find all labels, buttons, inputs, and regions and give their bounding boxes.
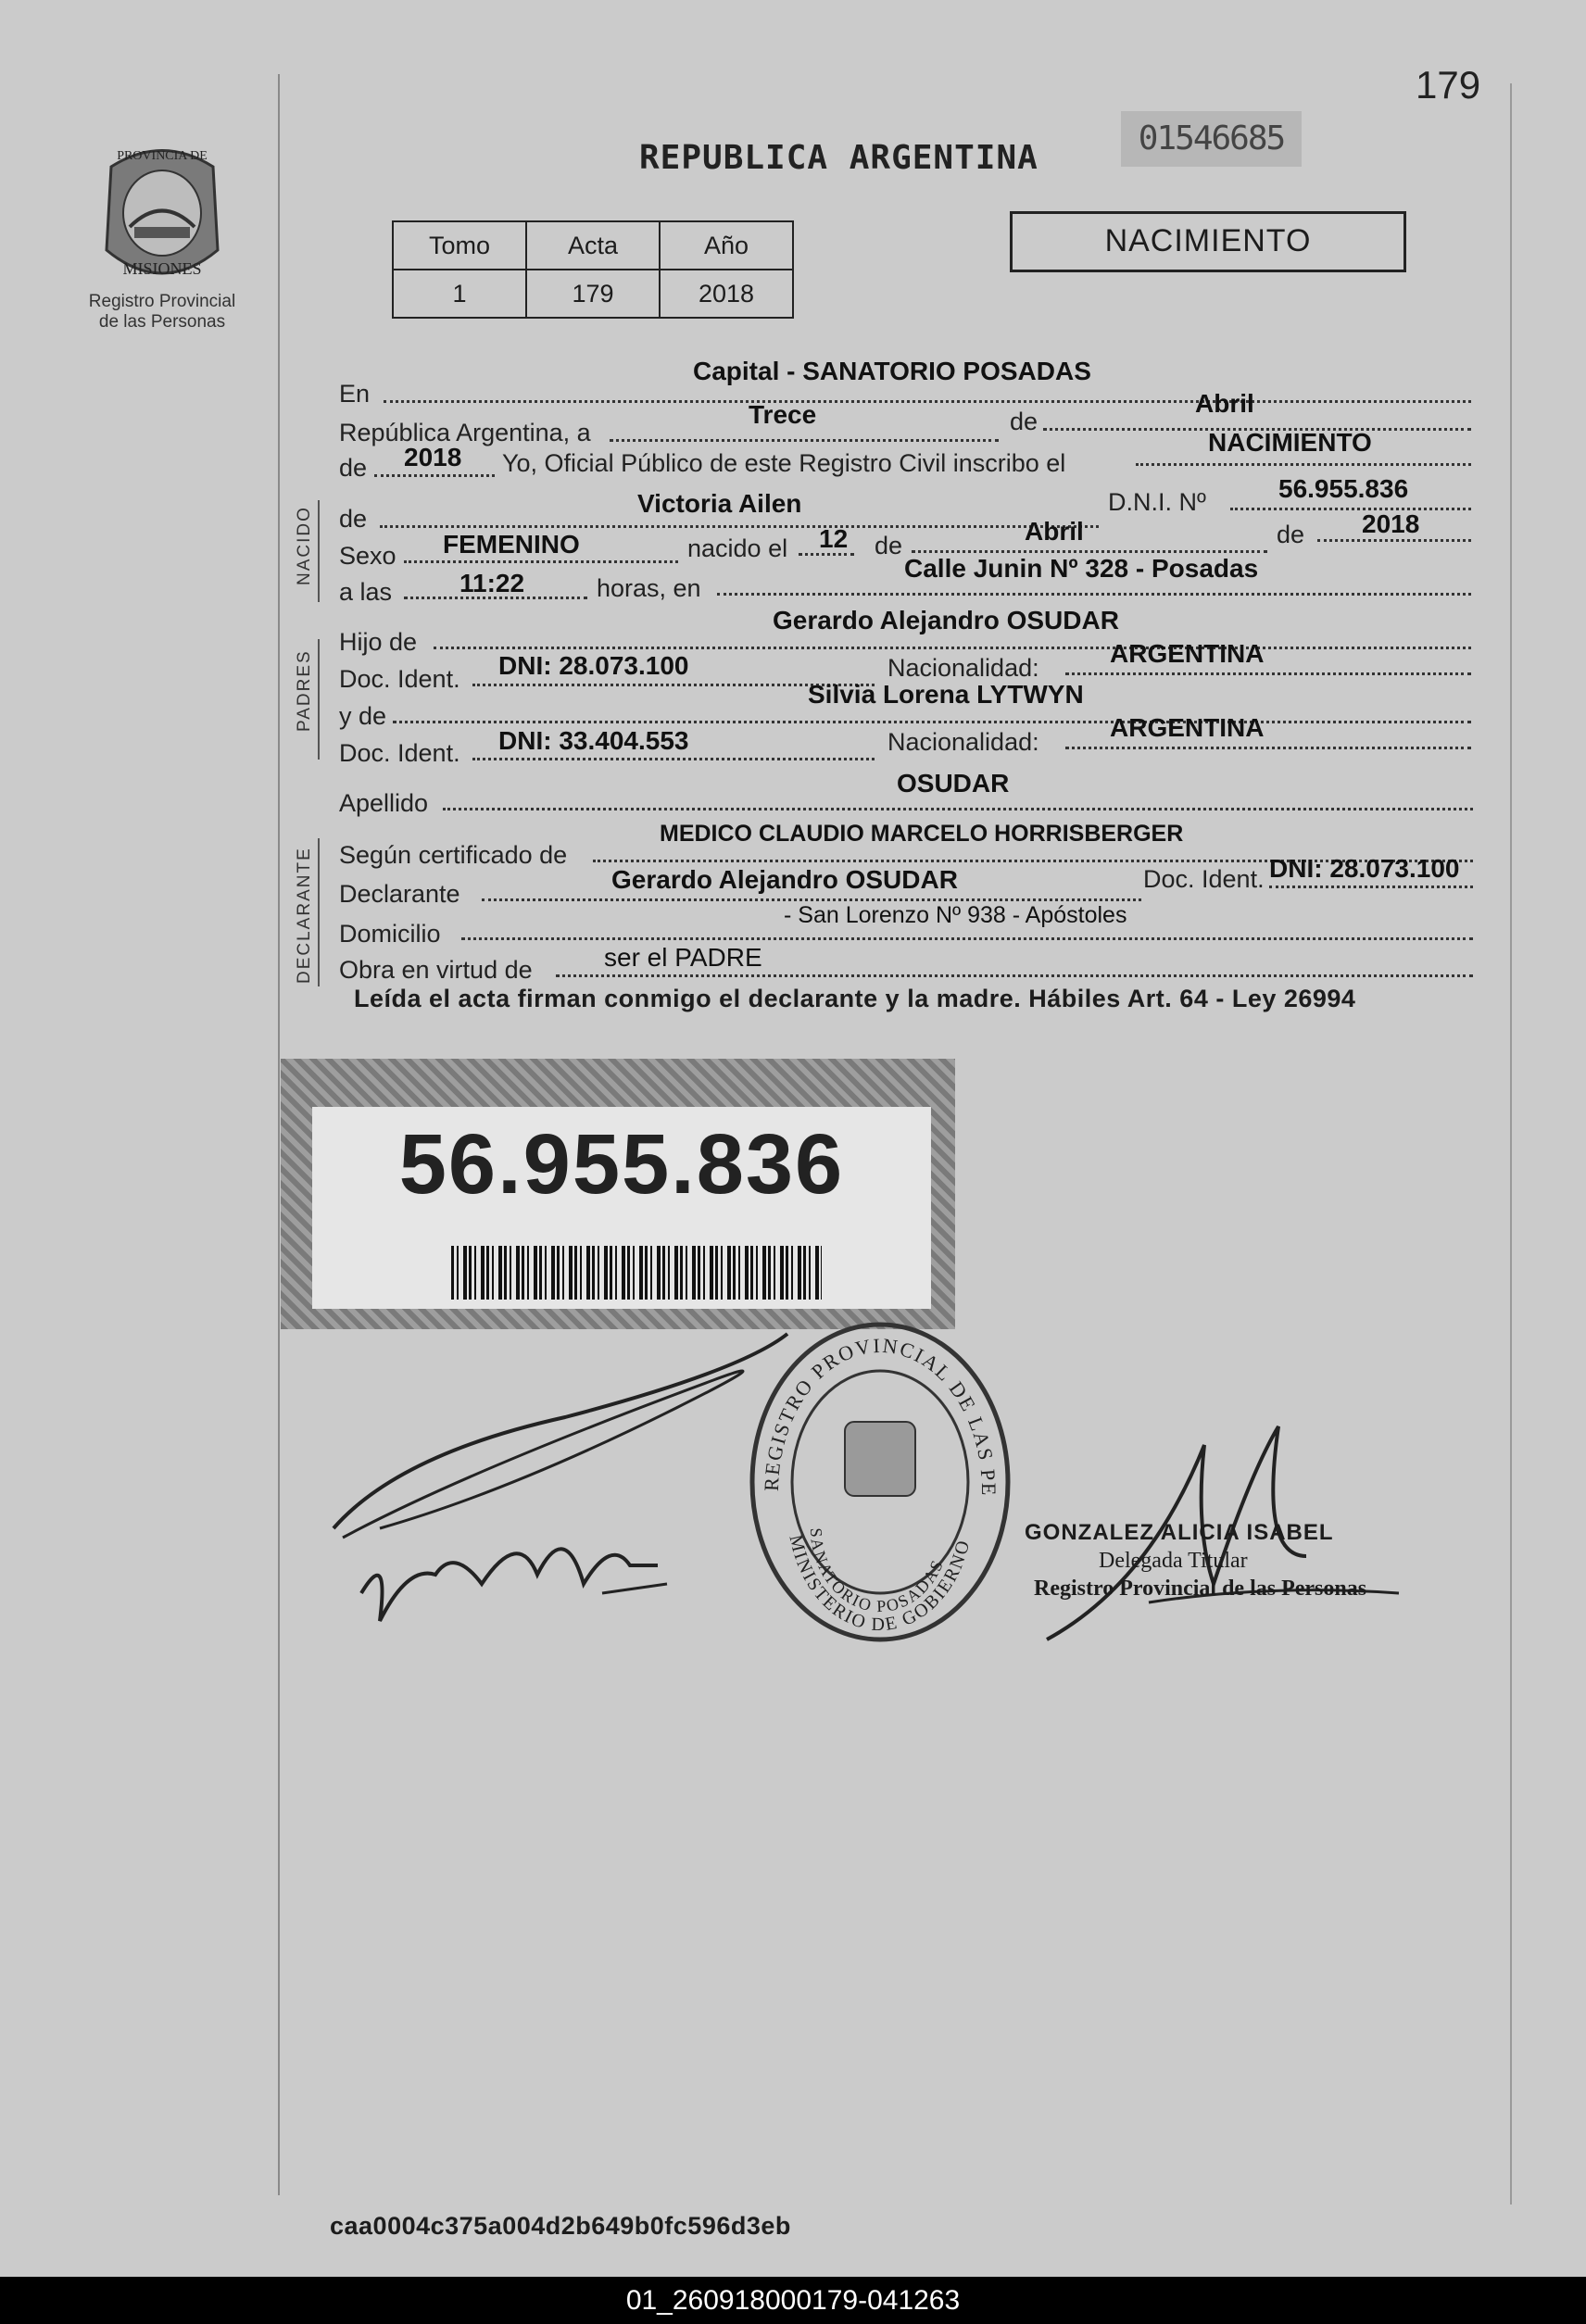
label-sexo: Sexo bbox=[339, 542, 396, 570]
barcode-icon bbox=[451, 1246, 822, 1300]
label-nacionalidad-padre: Nacionalidad: bbox=[887, 654, 1039, 682]
label-de-nombre: de bbox=[339, 505, 368, 533]
value-dia: 12 bbox=[819, 524, 849, 553]
page-number: 179 bbox=[1416, 63, 1481, 107]
registrar-office: Registro Provincial de las Personas bbox=[1034, 1577, 1367, 1601]
value-lugar-nac: Calle Junin Nº 328 - Posadas bbox=[904, 554, 1259, 583]
label-segun-certificado: Según certificado de bbox=[339, 841, 568, 869]
registrar-name: GONZALEZ ALICIA ISABEL bbox=[1025, 1520, 1334, 1545]
label-de-year: de bbox=[339, 454, 368, 482]
document-hash: caa0004c375a004d2b649b0fc596d3eb bbox=[330, 2212, 791, 2240]
label-en: En bbox=[339, 380, 371, 408]
label-doc-ident-declarante: Doc. Ident. bbox=[1143, 865, 1265, 893]
value-anio-nac: 2018 bbox=[1362, 509, 1420, 538]
value-madre: Silvia Lorena LYTWYN bbox=[808, 680, 1084, 709]
value-nombre: Victoria Ailen bbox=[637, 489, 802, 518]
seal-outer-text: REGISTRO PROVINCIAL DE LAS PE bbox=[759, 1333, 1001, 1498]
side-bar-nacido bbox=[318, 500, 320, 602]
coat-of-arms-icon bbox=[93, 139, 232, 287]
dotted-line bbox=[404, 560, 678, 563]
reference-table bbox=[392, 220, 794, 319]
footer-id: 01_260918000179-041263 bbox=[0, 2277, 1586, 2324]
ref-value-tomo: 1 bbox=[393, 270, 526, 318]
dotted-line bbox=[472, 758, 875, 760]
value-certificado: MEDICO CLAUDIO MARCELO HORRISBERGER bbox=[660, 821, 1184, 847]
side-bar-padres bbox=[318, 639, 320, 760]
dotted-line bbox=[1065, 747, 1471, 749]
value-apellido: OSUDAR bbox=[897, 769, 1010, 798]
dotted-line bbox=[1317, 539, 1471, 542]
label-nacionalidad-madre: Nacionalidad: bbox=[887, 728, 1039, 756]
value-anio: 2018 bbox=[404, 443, 462, 471]
side-label-nacido: NACIDO bbox=[295, 506, 314, 585]
value-padre-nac: ARGENTINA bbox=[1110, 639, 1265, 668]
label-apellido: Apellido bbox=[339, 789, 429, 817]
dni-sticker bbox=[281, 1059, 955, 1329]
serial-number: 01546685 bbox=[1121, 111, 1302, 167]
value-acto: NACIMIENTO bbox=[1208, 428, 1372, 457]
label-doc-ident-padre: Doc. Ident. bbox=[339, 665, 460, 693]
document-title: REPUBLICA ARGENTINA bbox=[639, 139, 1038, 177]
registrar-block bbox=[1025, 1519, 1366, 1602]
value-lugar: Capital - SANATORIO POSADAS bbox=[693, 357, 1091, 385]
side-label-padres: PADRES bbox=[295, 649, 314, 732]
label-nacido-el: nacido el bbox=[687, 534, 788, 562]
dotted-line bbox=[610, 439, 999, 442]
dotted-line bbox=[443, 808, 1473, 810]
side-bar-declarante bbox=[318, 838, 320, 986]
dotted-line bbox=[461, 937, 1473, 940]
value-hora: 11:22 bbox=[459, 569, 525, 597]
label-dni: D.N.I. Nº bbox=[1108, 488, 1206, 516]
ref-header-acta: Acta bbox=[526, 221, 660, 270]
label-de: de bbox=[1010, 408, 1038, 435]
value-declarante: Gerardo Alejandro OSUDAR bbox=[611, 865, 958, 894]
logo-bottom-text: MISIONES bbox=[122, 259, 202, 278]
declarant-signature-icon bbox=[324, 1315, 806, 1649]
logo-caption-line-2: de las Personas bbox=[98, 312, 226, 332]
dotted-line bbox=[1230, 508, 1471, 510]
value-mes: Abril bbox=[1195, 389, 1254, 418]
label-domicilio: Domicilio bbox=[339, 920, 441, 948]
ref-header-tomo: Tomo bbox=[393, 221, 526, 270]
dotted-line bbox=[482, 898, 1141, 901]
seal-inner-text: SANATORIO POSADAS bbox=[806, 1527, 948, 1616]
value-dni: 56.955.836 bbox=[1278, 474, 1409, 503]
value-padre-dni: DNI: 28.073.100 bbox=[498, 651, 689, 680]
side-label-declarante: DECLARANTE bbox=[295, 847, 314, 984]
logo-caption bbox=[65, 292, 259, 333]
dotted-line bbox=[384, 400, 1471, 403]
dotted-line bbox=[912, 550, 1267, 553]
registrar-role: Delegada Titular bbox=[1099, 1549, 1248, 1573]
dotted-line bbox=[556, 974, 1473, 977]
label-de-anio: de bbox=[1277, 521, 1305, 548]
seal-bottom-text: MINISTERIO DE GOBIERNO bbox=[785, 1532, 975, 1636]
label-horas-en: horas, en bbox=[597, 574, 701, 602]
record-type-box: NACIMIENTO bbox=[1010, 211, 1406, 272]
ref-value-anio: 2018 bbox=[660, 270, 793, 318]
right-margin-line bbox=[1510, 83, 1512, 2205]
dotted-line bbox=[1065, 672, 1471, 675]
value-mes-nac: Abril bbox=[1025, 517, 1084, 546]
ref-header-anio: Año bbox=[660, 221, 793, 270]
dotted-line bbox=[434, 647, 1471, 649]
value-sexo: FEMENINO bbox=[443, 530, 580, 559]
dotted-line bbox=[1136, 463, 1471, 466]
left-margin-line bbox=[278, 74, 280, 2195]
dni-sticker-number: 56.955.836 bbox=[398, 1117, 845, 1212]
value-obra: ser el PADRE bbox=[604, 943, 762, 972]
label-de-mes: de bbox=[875, 532, 903, 559]
dni-sticker-panel bbox=[312, 1107, 931, 1309]
value-dia-letras: Trece bbox=[749, 400, 817, 429]
value-domicilio: - San Lorenzo Nº 938 - Apóstoles bbox=[784, 902, 1127, 928]
label-yo: Yo, Oficial Público de este Registro Civil inscribo el bbox=[502, 449, 1066, 477]
label-declarante: Declarante bbox=[339, 880, 460, 908]
ref-value-acta: 179 bbox=[526, 270, 660, 318]
dotted-line bbox=[374, 474, 495, 477]
label-doc-ident-madre: Doc. Ident. bbox=[339, 739, 460, 767]
dotted-line bbox=[1269, 886, 1473, 888]
value-madre-nac: ARGENTINA bbox=[1110, 713, 1265, 742]
label-y-de: y de bbox=[339, 702, 387, 730]
label-obra: Obra en virtud de bbox=[339, 956, 533, 984]
closing-text: Leída el acta firman conmigo el declarante y la madre. Hábiles Art. 64 - Ley 26994 bbox=[354, 985, 1356, 1012]
value-padre: Gerardo Alejandro OSUDAR bbox=[773, 606, 1119, 634]
logo-caption-line-1: Registro Provincial bbox=[88, 292, 236, 311]
dotted-line bbox=[380, 525, 1099, 528]
value-declarante-dni: DNI: 28.073.100 bbox=[1269, 854, 1460, 883]
label-a-las: a las bbox=[339, 578, 393, 606]
value-madre-dni: DNI: 33.404.553 bbox=[498, 726, 689, 755]
dotted-line bbox=[717, 593, 1471, 596]
dotted-line bbox=[393, 721, 1471, 723]
logo-arc-text: PROVINCIA DE bbox=[117, 149, 208, 163]
label-hijo-de: Hijo de bbox=[339, 628, 418, 656]
label-republica: República Argentina, a bbox=[339, 419, 591, 446]
